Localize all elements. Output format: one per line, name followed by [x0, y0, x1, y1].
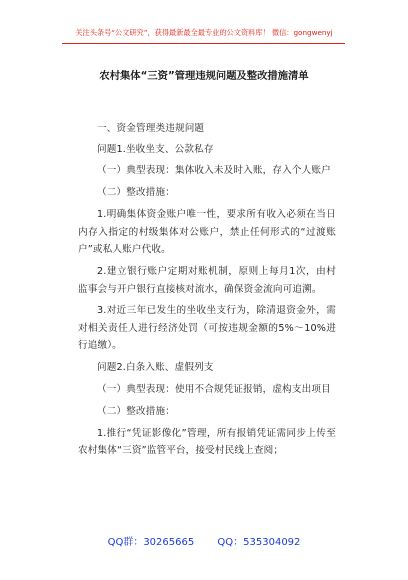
measure-item: 2.建立银行账户定期对账机制，原则上每月1次，由村监事会与开户银行直接核对流水，确保资金流向可追溯。 [78, 265, 336, 295]
header-divider [62, 43, 345, 44]
issue-heading: 问题2.白条入账、虚假列支 [97, 362, 214, 374]
footer-contact [0, 537, 408, 549]
measure-item: 1.推行“凭证影像化”管理，所有报销凭证需同步上传至农村集体“三资”监管平台，接受村民线上查阅； [78, 427, 336, 457]
typical-manifestation: （一）典型表现：集体收入未及时入账，存入个人账户 [97, 165, 331, 177]
measure-item: 3.对近三年已发生的坐收坐支行为，除清退资金外，需对相关责任人进行经济处罚（可按违规金额的5%～10%进行追缴）。 [78, 305, 336, 352]
rectification-heading: （二）整改措施： [97, 405, 175, 417]
section-heading: 一、资金管理类违规问题 [97, 123, 205, 134]
footer-qq-number: QQ：535304092 [217, 537, 301, 548]
document-body [78, 120, 336, 461]
header-banner: 关注头条号“公文研究”，获得最新最全最专业的公文资料库！ 微信：gongwenyj [75, 28, 333, 37]
issue-heading: 问题1.坐收坐支、公款私存 [97, 143, 214, 155]
footer-qq-group: QQ群：30265665 [107, 537, 195, 548]
measure-item: 1.明确集体资金账户唯一性，要求所有收入必须在当日内存入指定的村级集体对公账户，禁止任何形式的“过渡账户”或私人账户代收。 [78, 208, 336, 256]
typical-manifestation: （一）典型表现：使用不合规凭证报销，虚构支出项目 [97, 384, 331, 396]
rectification-heading: （二）整改措施： [97, 187, 175, 199]
document-title: 农村集体“三资”管理违规问题及整改措施清单 [99, 70, 309, 82]
